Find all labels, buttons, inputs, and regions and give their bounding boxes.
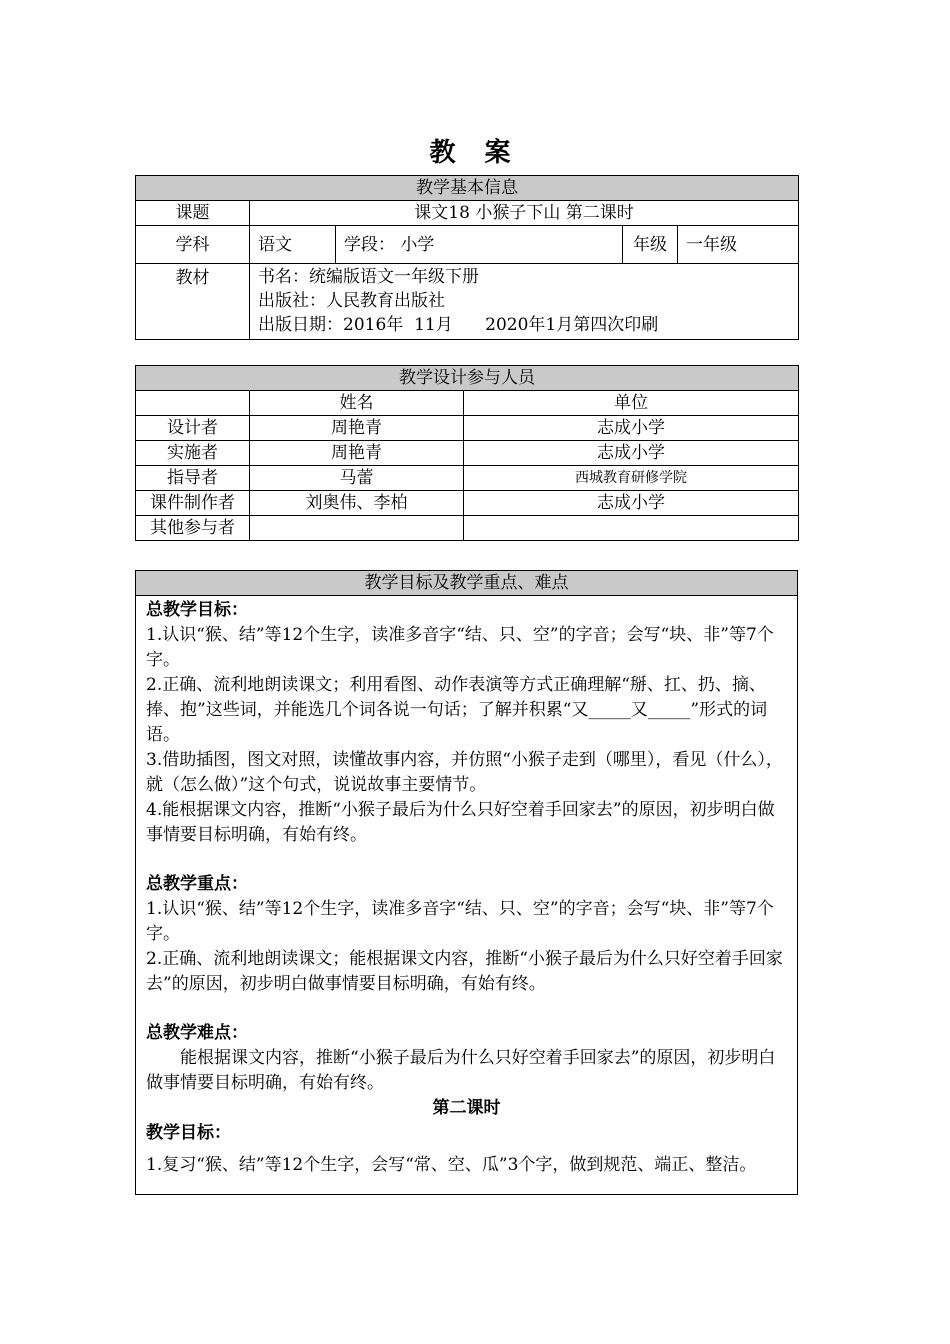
unit-cell [464, 516, 799, 541]
unit-cell: 志成小学 [464, 441, 799, 466]
material-label: 教材 [136, 264, 250, 340]
basic-info-header: 教学基本信息 [136, 176, 799, 201]
stage-label: 学段： [344, 234, 395, 255]
role-cell: 指导者 [136, 466, 250, 491]
role-cell: 其他参与者 [136, 516, 250, 541]
table-row [136, 416, 799, 441]
goals-body [136, 596, 798, 1195]
name-cell: 马蕾 [250, 466, 464, 491]
stage-value: 小学 [400, 234, 435, 255]
key-points-title: 总教学重点： [146, 874, 248, 894]
goals-table [135, 570, 798, 1195]
topic-value: 课文18 小猴子下山 第二课时 [250, 201, 799, 226]
unit-cell: 西城教育研修学院 [464, 466, 799, 491]
table-row [136, 491, 799, 516]
name-cell: 周艳青 [250, 416, 464, 441]
key-point-item: 1.认识“猴、结”等12个生字，读准多音字“结、只、空”的字音；会写“块、非”等7个字。 [146, 899, 774, 944]
subject-value: 语文 [250, 226, 336, 264]
topic-label: 课题 [136, 201, 250, 226]
name-cell [250, 516, 464, 541]
subject-label: 学科 [136, 226, 250, 264]
lesson-goals-title: 教学目标： [146, 1123, 231, 1143]
blank-corner [136, 391, 250, 416]
participants-header: 教学设计参与人员 [136, 366, 799, 391]
document-title: 教 案 [429, 138, 521, 168]
total-goals-title: 总教学目标： [146, 600, 248, 620]
stage-cell [336, 226, 623, 264]
material-book: 书名：统编版语文一年级下册 [258, 267, 479, 287]
table-row [136, 441, 799, 466]
name-cell: 刘奥伟、李柏 [250, 491, 464, 516]
difficulty-title: 总教学难点： [146, 1023, 248, 1043]
unit-cell: 志成小学 [464, 416, 799, 441]
goal-item: 4.能根据课文内容，推断“小猴子最后为什么只好空着手回家去”的原因，初步明白做事情要目标明确，有始有终。 [146, 800, 775, 845]
name-cell: 周艳青 [250, 441, 464, 466]
goal-item: 3.借助插图，图文对照，读懂故事内容，并仿照“小猴子走到（哪里），看见（什么），就（怎么做）”这个句式，说说故事主要情节。 [146, 750, 783, 795]
col-unit-header: 单位 [464, 391, 799, 416]
participants-table [135, 365, 799, 541]
material-publisher: 出版社：人民教育出版社 [258, 291, 445, 311]
table-row [136, 516, 799, 541]
material-date: 出版日期：2016年 11月 2020年1月第四次印刷 [258, 315, 659, 335]
grade-value: 一年级 [678, 226, 799, 264]
col-name-header: 姓名 [250, 391, 464, 416]
table-row [136, 466, 799, 491]
unit-cell: 志成小学 [464, 491, 799, 516]
material-info [250, 264, 799, 340]
lesson-goal-item: 1.复习“猴、结”等12个生字，会写“常、空、瓜”3个字，做到规范、端正、整洁。 [146, 1155, 757, 1175]
key-point-item: 2.正确、流利地朗读课文；能根据课文内容，推断“小猴子最后为什么只好空着手回家去”的原因，初步明白做事情要目标明确，有始有终。 [146, 949, 783, 994]
lesson-title: 第二课时 [432, 1098, 501, 1118]
role-cell: 设计者 [136, 416, 250, 441]
goals-header: 教学目标及教学重点、难点 [136, 571, 798, 596]
role-cell: 课件制作者 [136, 491, 250, 516]
difficulty-text: 能根据课文内容，推断“小猴子最后为什么只好空着手回家去”的原因，初步明白做事情要目标明确，有始有终。 [146, 1048, 776, 1093]
grade-label: 年级 [623, 226, 678, 264]
basic-info-table [135, 175, 799, 340]
role-cell: 实施者 [136, 441, 250, 466]
goal-item: 2.正确、流利地朗读课文；利用看图、动作表演等方式正确理解“掰、扛、扔、摘、捧、抱”这些词，并能选几个词各说一句话；了解并积累“又_____又_____”形式的词语。 [146, 675, 768, 745]
goal-item: 1.认识“猴、结”等12个生字，读准多音字“结、只、空”的字音；会写“块、非”等7个字。 [146, 625, 774, 670]
